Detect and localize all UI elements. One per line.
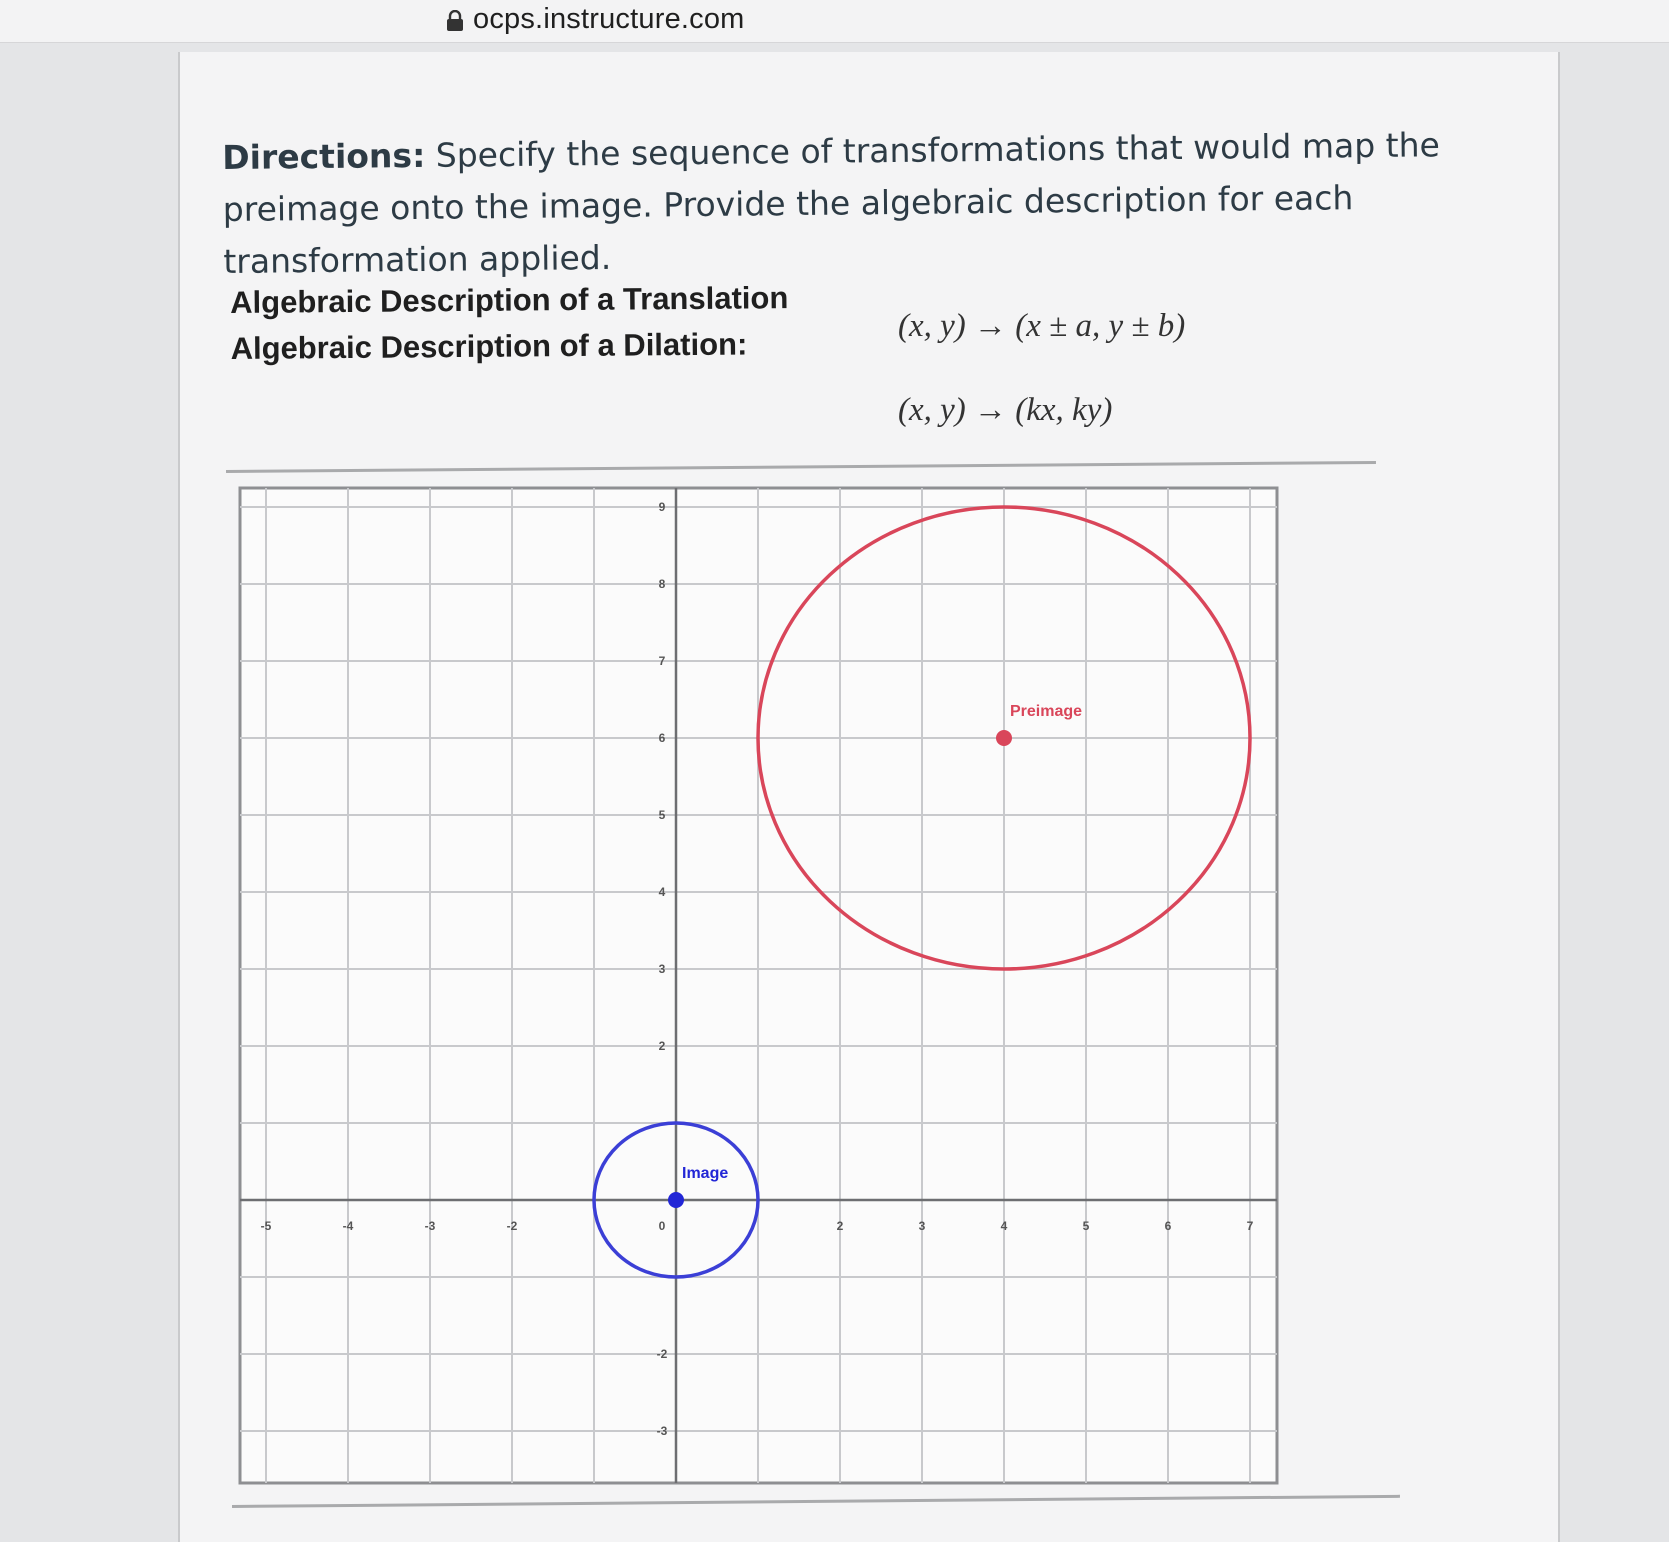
dilation-formula: (x, y) → (kx, ky)	[898, 392, 1113, 428]
x-tick-label: 5	[1082, 1219, 1090, 1233]
x-tick-label: -4	[342, 1219, 354, 1233]
y-tick-label: 8	[658, 577, 666, 591]
y-tick-label: 7	[658, 654, 666, 668]
y-tick-label: 3	[658, 962, 666, 976]
y-tick-label: 2	[658, 1039, 666, 1053]
x-tick-label: -5	[260, 1219, 272, 1233]
point-image	[668, 1192, 684, 1208]
x-tick-label: 2	[836, 1219, 844, 1233]
y-tick-label: 5	[658, 808, 666, 822]
x-tick-label: 4	[1000, 1219, 1008, 1233]
url-text[interactable]: ocps.instructure.com	[473, 3, 745, 35]
x-tick-label: 3	[918, 1219, 926, 1233]
translation-formula: (x, y) → (x ± a, y ± b)	[898, 308, 1186, 344]
x-tick-label: -2	[506, 1219, 518, 1233]
dilation-label: Algebraic Description of a Dilation:	[230, 326, 748, 366]
y-tick-label: 9	[658, 500, 666, 514]
translation-label: Algebraic Description of a Translation	[230, 280, 789, 320]
point-label-preimage: Preimage	[1010, 703, 1083, 720]
point-preimage	[996, 730, 1012, 746]
y-tick-label: 4	[658, 885, 666, 899]
directions-text: Specify the sequence of transformations that would map the preimage onto the image. Provide the algebraic description for each transformation applied.	[222, 125, 1441, 281]
y-tick-label: -2	[656, 1347, 668, 1361]
point-label-image: Image	[682, 1165, 729, 1182]
y-tick-label: 6	[658, 731, 666, 745]
x-tick-label: 0	[658, 1219, 666, 1233]
x-tick-label: -3	[424, 1219, 436, 1233]
x-tick-label: 7	[1246, 1219, 1254, 1233]
directions-label: Directions:	[222, 135, 426, 177]
x-tick-label: 6	[1164, 1219, 1172, 1233]
y-tick-label: -3	[656, 1424, 668, 1438]
